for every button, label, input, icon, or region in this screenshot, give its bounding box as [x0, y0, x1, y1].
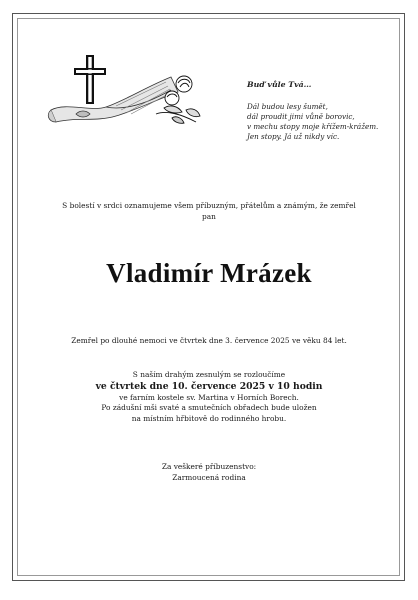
poem-title: Buď vůle Tvá…	[247, 80, 312, 89]
intro-line: S bolestí v srdci oznamujeme všem příbuzným, přátelům a známým, že zemřel	[62, 201, 356, 210]
ceremony-line: na místním hřbitově do rodinného hrobu.	[131, 413, 287, 423]
poem-line: Jen stopy. Já už nikdy víc.	[247, 132, 340, 141]
ceremony-block	[40, 370, 378, 424]
poem-line: Dál budou lesy šumět,	[247, 102, 328, 111]
signature-block	[40, 461, 378, 483]
cross-and-roses-emblem	[46, 52, 206, 134]
cross-icon	[74, 55, 106, 104]
ceremony-line: Po zádušní mši svaté a smutečních obřadech bude uložen	[101, 403, 317, 413]
announcement-intro	[40, 201, 378, 222]
signature-line: Za veškeré příbuzenstvo:	[161, 462, 257, 471]
deceased-name: Vladimír Mrázek	[106, 258, 312, 288]
intro-line: pan	[202, 211, 216, 221]
death-notice: Zemřel po dlouhé nemoci ve čtvrtek dne 3. července 2025 ve věku 84 let.	[71, 336, 347, 345]
poem-line: dál proudit jimi vůně borovic,	[247, 112, 355, 121]
signature-line: Zarmoucená rodina	[172, 473, 246, 482]
poem-line: v mechu stopy moje křížem-krážem.	[247, 122, 379, 131]
poem-block	[247, 80, 397, 142]
ceremony-date: ve čtvrtek dne 10. července 2025 v 10 hodin	[95, 380, 323, 392]
ribbon-icon	[48, 77, 178, 122]
ceremony-line: ve farním kostele sv. Martina v Horních Borech.	[119, 392, 299, 402]
ceremony-line: S naším drahým zesnulým se rozloučíme	[132, 370, 286, 379]
